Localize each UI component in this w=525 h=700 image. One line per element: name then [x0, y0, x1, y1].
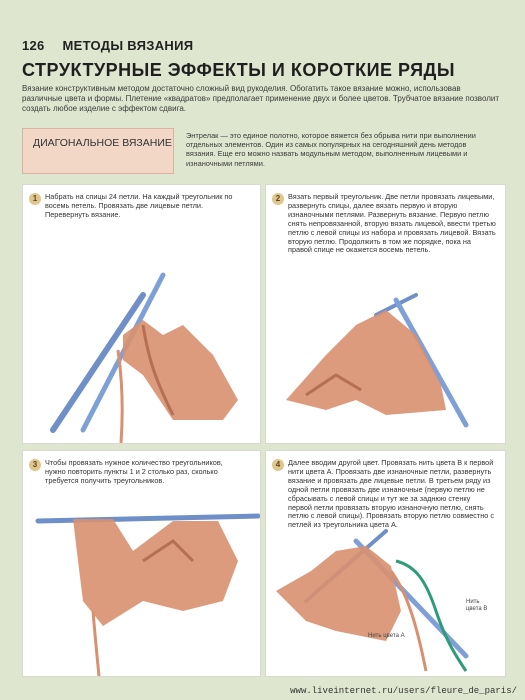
step-panel-1 [22, 184, 261, 444]
knitting-illustration-1 [23, 185, 260, 443]
step-text-2: Вязать первый треугольник. Две петли провязать лицевыми, развернуть спицы, далее вязать первую и вторую изнаночными петлями. Развернуть вязание. Первую петлю снять непровязанной, вторую вязать лицевой, ввести третью петлю с левой спицы из набора и провязать лицевой. Вязать вторую петлю. Продолжить в том же порядке, пока на правой спице не окажется восемь петель. [288, 192, 496, 255]
label-yarn-a: Нить цвета А [368, 633, 405, 639]
knitting-illustration-2 [266, 185, 505, 443]
label-yarn-b: Нить цвета В [466, 599, 488, 612]
step-panel-3 [22, 450, 261, 677]
step-number-3: 3 [29, 459, 41, 471]
intro-text: Вязание конструктивным методом достаточно сложный вид рукоделия. Обогатить такое вязание можно, использовав различные цвета и формы. Плетение «квадратов» предполагает применение двух и более цветов. Трубчатое вязание позволит создать любое изделие с эффектом сдвига. [22, 84, 500, 113]
step-panel-4 [265, 450, 506, 677]
step-text-3: Чтобы провязать нужное количество треугольников, нужно повторить пункты 1 и 2 столько раз, сколько требуется получить треугольников. [45, 458, 223, 485]
step-text-1: Набрать на спицы 24 петли. На каждый треугольник по восемь петель. Провязать две лицевые петли. Перевернуть вязание. [45, 192, 233, 219]
section-title-box [22, 128, 174, 174]
step-number-1: 1 [29, 193, 41, 205]
step-panel-2 [265, 184, 506, 444]
knitting-illustration-3 [23, 451, 260, 676]
step-number-2: 2 [272, 193, 284, 205]
page-number: 126 [22, 38, 45, 53]
footer-url: www.liveinternet.ru/users/fleure_de_paris/ [290, 686, 517, 696]
page-title: СТРУКТУРНЫЕ ЭФФЕКТЫ И КОРОТКИЕ РЯДЫ [22, 60, 455, 80]
page-header [22, 38, 193, 53]
section-name: МЕТОДЫ ВЯЗАНИЯ [62, 38, 194, 53]
step-text-4: Далее вводим другой цвет. Провязать нить цвета В к первой нити цвета А. Провязать две изнаночные петли, развернуть вязание и провязать две лицевые петли. В третьем ряду из одной петли провязать две изнаночные (первую петлю не сбрасывать с левой спицы и тут же за заднюю стенку первой петли провязать вторую изнаночную петлю, снять петлю с левой спицы). Провязать вторую петлю совместно с петлей из треугольника цвета А. [288, 458, 495, 530]
knitting-illustration-4 [266, 451, 505, 676]
step-number-4: 4 [272, 459, 284, 471]
section-description: Энтрелак — это единое полотно, которое вяжется без обрыва нити при выполнении отдельных элементов. Один из самых популярных на сегодняшний день методов вязания. Еще его можно назвать модульным методом, выполненным лицевыми и изнаночными петлями. [186, 131, 476, 168]
section-title: ДИАГОНАЛЬНОЕ ВЯЗАНИЕ [33, 137, 172, 149]
